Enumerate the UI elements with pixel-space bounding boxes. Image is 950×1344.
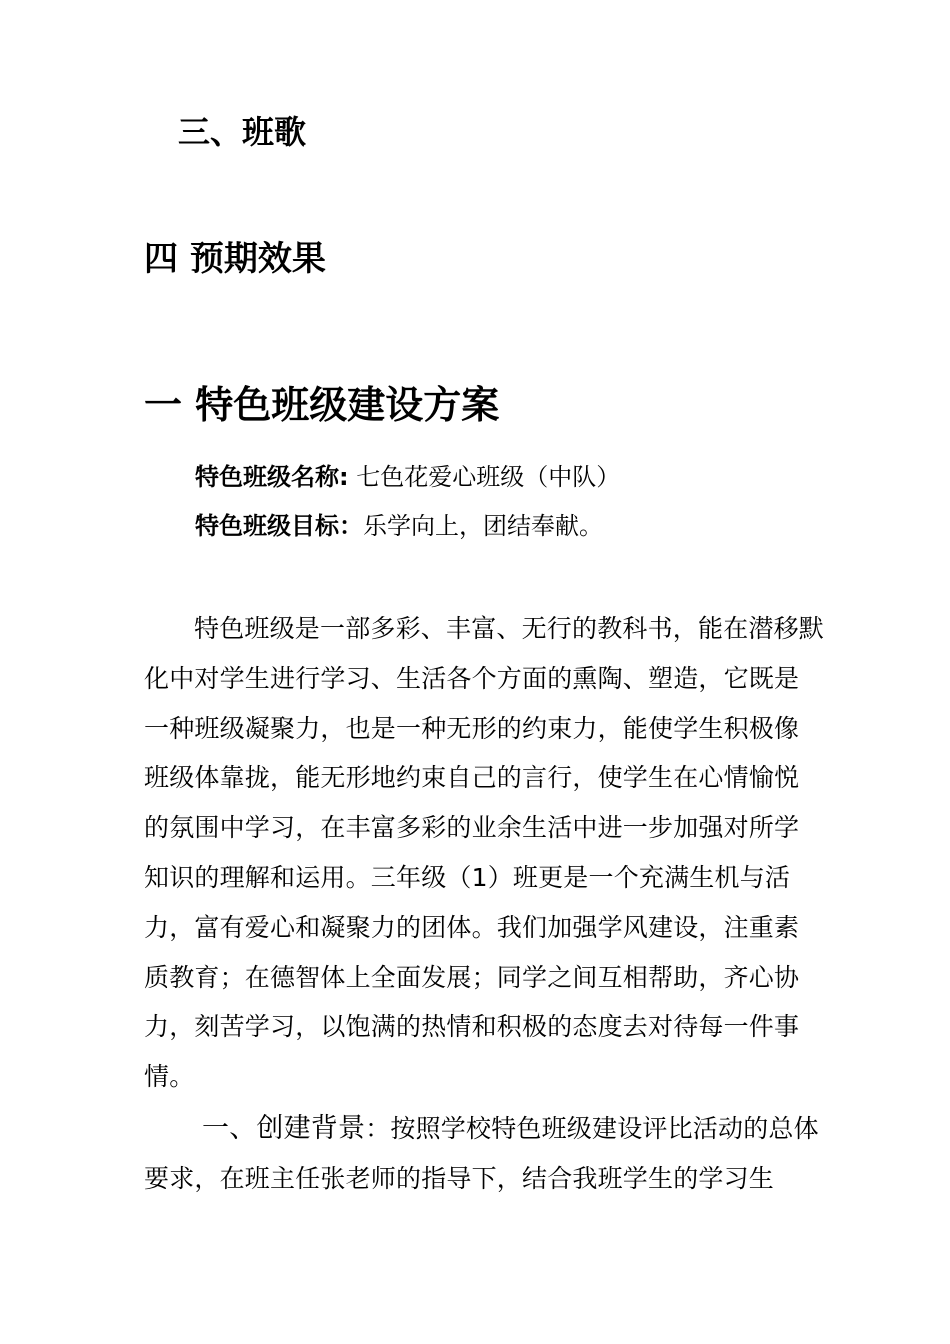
background-text: ：按照学校特色班级建设评比活动的总体要求，在班主任张老师的指导下，结合我班学生的学习生	[144, 1114, 819, 1193]
class-goal-line	[195, 510, 603, 542]
background-paragraph	[144, 1104, 824, 1204]
intro-paragraph: 特色班级是一部多彩、丰富、无行的教科书，能在潜移默化中对学生进行学习、生活各个方面的熏陶、塑造，它既是一种班级凝聚力，也是一种无形的约束力，能使学生积极像班级体靠拢，能无形地约束自己的言行，使学生在心情愉悦的氛围中学习，在丰富多彩的业余生活中进一步加强对所学知识的理解和运用。三年级（1）班更是一个充满生机与活力，富有爱心和凝聚力的团体。我们加强学风建设，注重素质教育；在德智体上全面发展；同学之间互相帮助，齐心协力，刻苦学习，以饱满的热情和积极的态度去对待每一件事情。	[144, 614, 825, 1092]
class-goal-value: 乐学向上，团结奉献。	[363, 512, 603, 540]
class-name-line	[195, 461, 620, 493]
class-name-value: 七色花爱心班级（中队）	[348, 463, 621, 491]
heading-class-plan: 一 特色班级建设方案	[144, 383, 500, 427]
background-lead: 一、创建背景	[202, 1113, 366, 1144]
heading-expected-effect: 四 预期效果	[144, 239, 326, 279]
class-name-label: 特色班级名称:	[195, 463, 349, 491]
heading-class-song: 三、班歌	[178, 113, 307, 151]
class-goal-label: 特色班级目标：	[195, 512, 363, 540]
